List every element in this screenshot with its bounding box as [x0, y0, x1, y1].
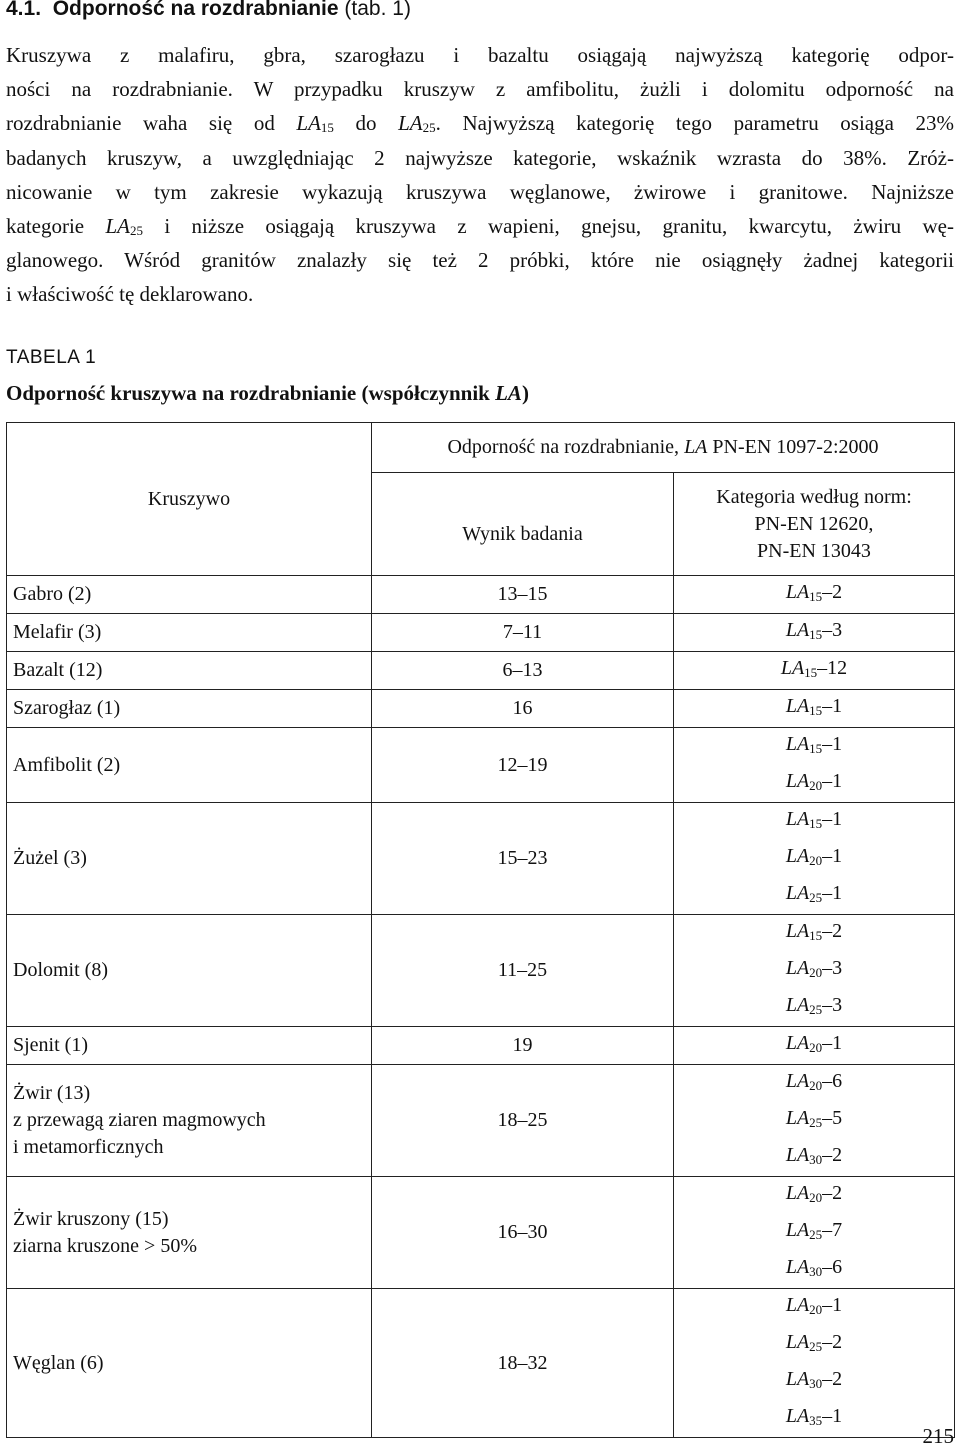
symbol-la: LA — [296, 111, 321, 136]
paragraph-line: rozdrabnianie waha się od $LA_{15}$ do $LA_{25}$. Najwyższą kategorię tego parametru osiąga 23% — [6, 111, 955, 136]
category-count: –2 — [822, 920, 843, 942]
category-symbol: LA — [785, 1331, 810, 1353]
cell-wynik: 11–25 — [372, 915, 674, 1027]
section-table-ref: (tab. 1) — [344, 0, 411, 20]
category-symbol: LA — [785, 1219, 810, 1241]
category-entry — [680, 1102, 948, 1139]
cell-kruszywo — [7, 576, 372, 614]
category-symbol: LA — [785, 1107, 810, 1129]
category-count: –1 — [822, 695, 843, 717]
section-title: Odporność na rozdrabnianie — [52, 0, 339, 20]
category-count: –1 — [822, 845, 843, 867]
category-symbol: LA — [785, 1294, 810, 1316]
table-row — [7, 803, 955, 915]
cell-kategoria — [674, 728, 955, 803]
category-subscript: 15 — [809, 741, 823, 756]
table-row — [7, 1027, 955, 1065]
section-number: 4.1. — [6, 0, 42, 20]
kruszywo-line: z przewagą ziaren magmowych — [13, 1109, 266, 1131]
category-symbol: LA — [785, 845, 810, 867]
table-row — [7, 728, 955, 803]
category-entry — [680, 765, 948, 802]
category-count: –1 — [822, 808, 843, 830]
symbol-la: LA — [105, 213, 130, 238]
cell-kategoria — [674, 915, 955, 1027]
cell-kategoria — [674, 1065, 955, 1177]
category-entry — [680, 1400, 948, 1437]
kruszywo-line: Sjenit (1) — [13, 1034, 88, 1056]
cell-wynik: 13–15 — [372, 576, 674, 614]
category-subscript: 25 — [809, 1115, 823, 1130]
symbol-subscript: 25 — [130, 222, 143, 238]
category-symbol: LA — [785, 882, 810, 904]
table-title-text: Odporność kruszywa na rozdrabnianie (współczynnik — [6, 381, 496, 405]
category-entry — [680, 952, 948, 989]
paragraph-line: kategorie $LA_{25}$ i niższe osiągają kruszywa z wapieni, gnejsu, granitu, kwarcytu, żwiru wę- — [6, 213, 954, 238]
table-row — [7, 915, 955, 1027]
cell-kategoria — [674, 1289, 955, 1438]
category-symbol: LA — [785, 581, 810, 603]
category-count: –6 — [822, 1256, 843, 1278]
cell-kruszywo — [7, 1065, 372, 1177]
kruszywo-line: Melafir (3) — [13, 621, 102, 643]
paragraph-line: nicowanie w tym zakresie wykazują kruszywa węglanowe, żwirowe i granitowe. Najniższe — [6, 179, 954, 204]
paragraph-line: i właściwość tę deklarowano. — [6, 282, 254, 307]
category-entry — [680, 1065, 948, 1102]
kruszywo-line: Bazalt (12) — [13, 659, 103, 681]
category-entry — [680, 728, 948, 765]
category-count: –1 — [822, 733, 843, 755]
category-count: –1 — [822, 1294, 843, 1316]
category-symbol: LA — [785, 1032, 810, 1054]
category-count: –2 — [822, 581, 843, 603]
table-row — [7, 1289, 955, 1438]
category-symbol: LA — [785, 1070, 810, 1092]
category-entry — [680, 915, 948, 952]
category-subscript: 20 — [809, 1302, 823, 1317]
category-symbol: LA — [785, 1405, 810, 1427]
header-wynik-badania: Wynik badania — [372, 473, 674, 576]
category-subscript: 15 — [809, 816, 823, 831]
category-subscript: 20 — [809, 1190, 823, 1205]
header-kategoria — [674, 473, 955, 576]
header-group-text: Odporność na rozdrabnianie, — [447, 436, 685, 458]
table-row — [7, 1065, 955, 1177]
section-heading — [6, 0, 411, 22]
category-entry — [680, 1289, 948, 1326]
paragraph-line: glanowego. Wśród granitów znalazły się też 2 próbki, które nie osiągnęły żadnej kategorii — [6, 248, 954, 273]
cell-wynik: 15–23 — [372, 803, 674, 915]
category-symbol: LA — [785, 920, 810, 942]
cell-wynik: 18–25 — [372, 1065, 674, 1177]
cell-kategoria — [674, 576, 955, 614]
cell-wynik: 7–11 — [372, 614, 674, 652]
category-entry — [680, 1177, 948, 1214]
cell-kruszywo — [7, 614, 372, 652]
category-entry — [680, 576, 948, 613]
kruszywo-line: Dolomit (8) — [13, 959, 108, 981]
category-entry — [680, 989, 948, 1026]
cell-kruszywo — [7, 803, 372, 915]
category-symbol: LA — [785, 1256, 810, 1278]
category-subscript: 25 — [809, 1339, 823, 1354]
kruszywo-line: ziarna kruszone > 50% — [13, 1234, 197, 1257]
cell-kategoria — [674, 652, 955, 690]
table-row — [7, 690, 955, 728]
cell-wynik: 16–30 — [372, 1177, 674, 1289]
header-group-symbol: LA — [684, 436, 708, 458]
category-subscript: 30 — [809, 1264, 823, 1279]
category-count: –2 — [822, 1331, 843, 1353]
category-count: –3 — [822, 957, 843, 979]
category-entry — [680, 1251, 948, 1288]
cell-kategoria — [674, 803, 955, 915]
header-kategoria-line: PN-EN 12620, — [754, 512, 874, 535]
table-title-end: ) — [521, 381, 529, 405]
header-group — [372, 423, 955, 473]
category-symbol: LA — [785, 1368, 810, 1390]
category-subscript: 15 — [809, 928, 823, 943]
category-count: –1 — [822, 882, 843, 904]
category-subscript: 15 — [809, 703, 823, 718]
table-label: TABELA 1 — [6, 347, 97, 368]
category-entry — [680, 840, 948, 877]
cell-kruszywo — [7, 1289, 372, 1438]
symbol-subscript: 15 — [320, 120, 334, 136]
category-subscript: 25 — [809, 1227, 823, 1242]
cell-wynik: 19 — [372, 1027, 674, 1065]
category-subscript: 20 — [809, 1040, 823, 1055]
table-title-symbol: LA — [495, 381, 522, 405]
category-count: –6 — [822, 1070, 843, 1092]
category-symbol: LA — [785, 733, 810, 755]
category-count: –2 — [822, 1182, 843, 1204]
category-symbol: LA — [785, 808, 810, 830]
category-symbol: LA — [785, 695, 810, 717]
cell-kategoria — [674, 690, 955, 728]
category-subscript: 35 — [809, 1413, 823, 1428]
kruszywo-line: Węglan (6) — [13, 1351, 104, 1374]
category-subscript: 20 — [809, 778, 823, 793]
header-kruszywo: Kruszywo — [7, 423, 372, 576]
kruszywo-line: Amfibolit (2) — [13, 753, 121, 776]
category-count: –1 — [822, 1405, 843, 1427]
cell-wynik: 18–32 — [372, 1289, 674, 1438]
header-kategoria-line: PN-EN 13043 — [757, 539, 871, 562]
table-title — [6, 381, 529, 406]
header-kategoria-line: Kategoria według norm: — [716, 485, 912, 508]
category-symbol: LA — [785, 770, 810, 792]
category-subscript: 20 — [809, 1078, 823, 1093]
category-subscript: 30 — [809, 1376, 823, 1391]
kruszywo-line: Żużel (3) — [13, 847, 87, 869]
category-entry — [680, 1326, 948, 1363]
table-row — [7, 1177, 955, 1289]
category-subscript: 20 — [809, 853, 823, 868]
table-row — [7, 614, 955, 652]
kruszywo-line: Żwir kruszony (15) — [13, 1207, 169, 1230]
kruszywo-line: Gabro (2) — [13, 583, 92, 605]
category-entry — [680, 614, 948, 651]
cell-kruszywo — [7, 915, 372, 1027]
category-symbol: LA — [780, 657, 805, 679]
category-entry — [680, 1363, 948, 1400]
paragraph-line: badanych kruszyw, a uwzględniając 2 najwyższe kategorie, wskaźnik wzrasta do 38%. Zróż- — [6, 145, 954, 170]
cell-kategoria — [674, 1027, 955, 1065]
page-number: 215 — [922, 1424, 954, 1448]
table-row — [7, 652, 955, 690]
category-count: –1 — [822, 1032, 843, 1054]
symbol-subscript: 25 — [422, 120, 436, 136]
category-entry — [680, 1027, 948, 1064]
category-count: –1 — [822, 770, 843, 792]
resistance-table — [6, 422, 955, 1438]
category-subscript: 15 — [804, 665, 818, 680]
cell-kategoria — [674, 1177, 955, 1289]
paragraph-line: ności na rozdrabnianie. W przypadku kruszyw z amfibolitu, żużli i dolomitu odporność na — [6, 77, 954, 102]
cell-kruszywo — [7, 728, 372, 803]
category-symbol: LA — [785, 994, 810, 1016]
cell-wynik: 12–19 — [372, 728, 674, 803]
category-subscript: 20 — [809, 965, 823, 980]
symbol-la: LA — [398, 111, 423, 136]
category-entry — [680, 1139, 948, 1176]
cell-wynik: 6–13 — [372, 652, 674, 690]
category-count: –3 — [822, 619, 843, 641]
cell-wynik: 16 — [372, 690, 674, 728]
category-subscript: 25 — [809, 1002, 823, 1017]
category-entry — [680, 652, 948, 689]
header-group-standard: PN-EN 1097-2:2000 — [707, 436, 879, 458]
category-symbol: LA — [785, 1144, 810, 1166]
cell-kruszywo — [7, 1027, 372, 1065]
table-row — [7, 576, 955, 614]
category-entry — [680, 803, 948, 840]
kruszywo-line: Szarogłaz (1) — [13, 697, 121, 719]
cell-kruszywo — [7, 690, 372, 728]
category-symbol: LA — [785, 957, 810, 979]
paragraph-line: Kruszywa z malafiru, gbra, szarogłazu i bazaltu osiągają najwyższą kategorię odpor- — [6, 43, 954, 67]
category-count: –7 — [822, 1219, 843, 1241]
category-subscript: 15 — [809, 627, 823, 642]
cell-kategoria — [674, 614, 955, 652]
category-entry — [680, 690, 948, 727]
category-entry — [680, 877, 948, 914]
category-count: –2 — [822, 1144, 843, 1166]
category-count: –12 — [817, 657, 848, 679]
category-entry — [680, 1214, 948, 1251]
cell-kruszywo — [7, 652, 372, 690]
category-count: –3 — [822, 994, 843, 1016]
body-paragraph — [6, 38, 954, 312]
category-count: –2 — [822, 1368, 843, 1390]
category-symbol: LA — [785, 1182, 810, 1204]
category-subscript: 30 — [809, 1152, 823, 1167]
category-subscript: 15 — [809, 589, 823, 604]
category-symbol: LA — [785, 619, 810, 641]
kruszywo-line: Żwir (13) — [13, 1082, 91, 1104]
category-subscript: 25 — [809, 890, 823, 905]
category-count: –5 — [822, 1107, 843, 1129]
cell-kruszywo — [7, 1177, 372, 1289]
kruszywo-line: i metamorficznych — [13, 1136, 164, 1158]
